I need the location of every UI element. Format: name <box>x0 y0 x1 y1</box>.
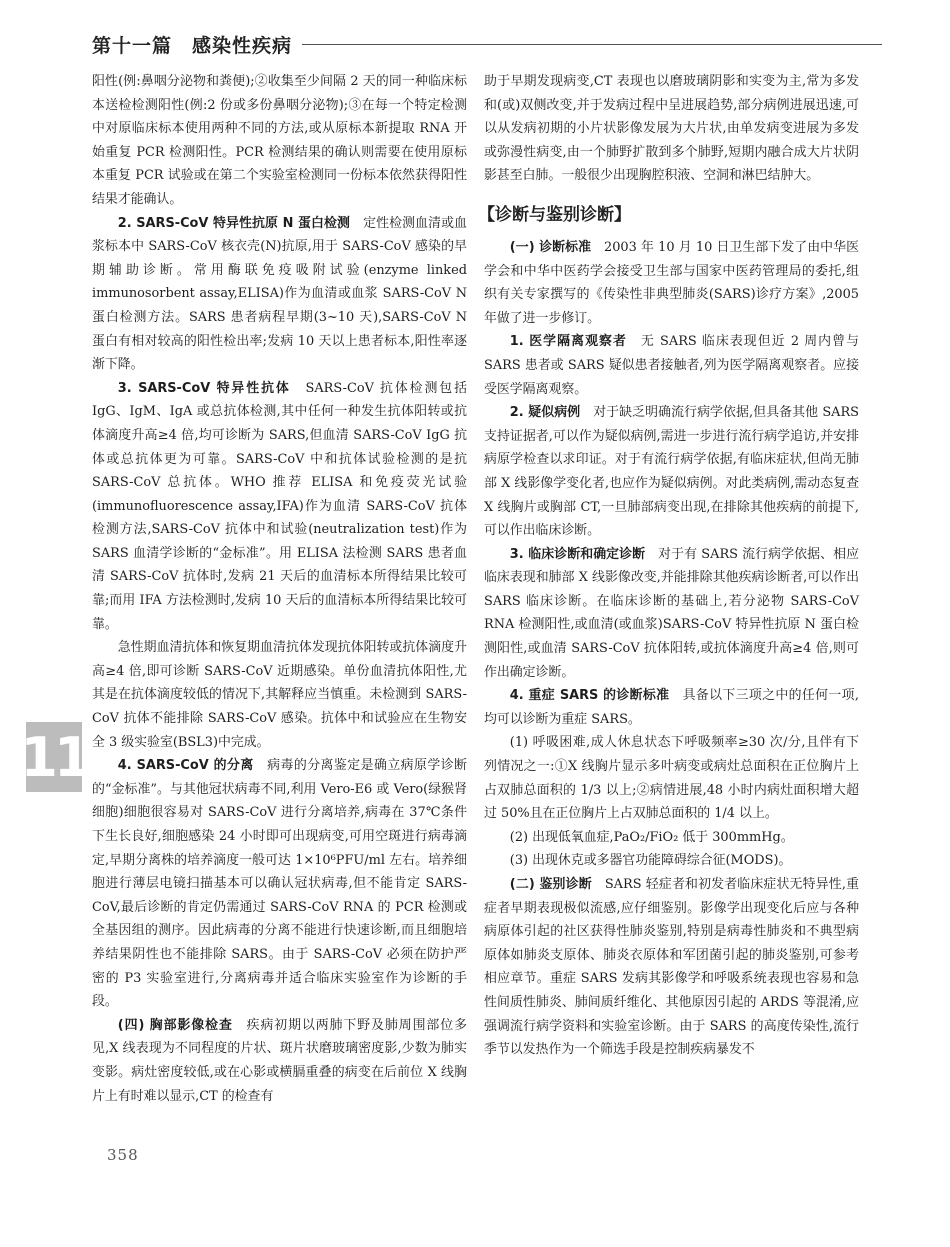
right-column <box>478 70 860 1062</box>
subheading: 3. SARS-CoV 特异性抗体 <box>117 380 291 396</box>
left-column <box>92 70 467 1108</box>
paragraph <box>484 236 859 330</box>
chapter-tab: 11 <box>26 722 82 792</box>
paragraph <box>484 330 859 401</box>
paragraph <box>484 543 859 685</box>
subheading: (二) 鉴别诊断 <box>509 877 592 892</box>
paragraph <box>484 401 859 543</box>
subheading: (四) 胸部影像检查 <box>117 1017 233 1033</box>
list-item: (2) 出现低氧血症,PaO₂/FiO₂ 低于 300mmHg。 <box>509 829 794 845</box>
paragraph-body: 对于有 SARS 流行病学依据、相应临床表现和肺部 X 线影像改变,并能排除其他疾病诊断者,可以作出 SARS 临床诊断。在临床诊断的基础上,若分泌物 SARS-CoV RNA 检测阳性,或血清(或血浆)SARS-CoV 特异性抗原 N 蛋白检测阳性,或血清 SARS-CoV 抗体阳转,或抗体滴度升高≥4 倍,则可作出确定诊断。 <box>484 546 859 680</box>
header-title: 第十一篇 感染性疾病 <box>92 34 293 57</box>
paragraph-body: 定性检测血清或血浆标本中 SARS-CoV 核衣壳(N)抗原,用于 SARS-CoV 感染的早期辅助诊断。常用酶联免疫吸附试验(enzyme linked immunosorbent assay,ELISA)作为血清或血浆 SARS-CoV N 蛋白检测方法。SARS 患者病程早期(3~10 天),SARS-CoV N 蛋白有相对较高的阳性检出率;发病 10 天以上患者标本,阳性率逐渐下降。 <box>92 215 468 373</box>
paragraph-body: SARS 轻症者和初发者临床症状无特异性,重症者早期表现极似流感,应仔细鉴别。影像学出现变化后应与各种病原体引起的社区获得性肺炎鉴别,特别是病毒性肺炎和不典型病原体如肺炎支原体、肺炎衣原体和军团菌引起的肺炎鉴别,可参考相应章节。重症 SARS 发病其影像学和呼吸系统表现也容易和急性间质性肺炎、肺间质纤维化、其他原因引起的 ARDS 等混淆,应强调流行病学资料和实验室诊断。由于 SARS 的高度传染性,流行季节以发热作为一个筛选手段是控制疾病暴发不 <box>484 877 859 1058</box>
paragraph-body: 疾病初期以两肺下野及肺周围部位多见,X 线表现为不同程度的片状、斑片状磨玻璃密度影,少数为肺实变影。病灶密度较低,或在心影或横膈重叠的病变在后前位 X 线胸片上有时难以显示,CT 的检查有 <box>92 1017 467 1104</box>
list-item: (3) 出现休克或多器官功能障碍综合征(MODS)。 <box>509 853 792 869</box>
paragraph <box>92 212 467 377</box>
paragraph-body: 对于缺乏明确流行病学依据,但具备其他 SARS 支持证据者,可以作为疑似病例,需进一步进行流行病学追访,并安排病原学检查以求印证。对于有流行病学依据,有临床症状,但尚无肺部 X 线影像学变化者,也应作为疑似病例。对此类病例,需动态复查 X 线胸片或胸部 CT,一旦肺部病变出现,在排除其他疾病的前提下,可以作出临床诊断。 <box>484 405 860 539</box>
paragraph-body: 2003 年 10 月 10 日卫生部下发了由中华医学会和中华中医药学会接受卫生部与国家中医药管理局的委托,组织有关专家撰写的《传染性非典型肺炎(SARS)诊疗方案》,2005 年做了进一步修订。 <box>484 239 859 326</box>
list-item: (1) 呼吸困难,成人休息状态下呼吸频率≥30 次/分,且伴有下列情况之一:①X 线胸片显示多叶病变或病灶总面积在正位胸片上占双肺总面积的 1/3 以上;②病情进展,48 小时内病灶面积增大超过 50%且在正位胸片上占双肺总面积的 1/4 以上。 <box>484 735 859 822</box>
paragraph-body: 病毒的分离鉴定是确立病原学诊断的“金标准”。与其他冠状病毒不同,利用 Vero-E6 或 Vero(绿猴肾细胞)细胞很容易对 SARS-CoV 进行分离培养,病毒在 37℃条件下生长良好,细胞感染 24 小时即可出现病变,可用空斑进行病毒滴定,早期分离株的培养滴度一般可达 1×10⁶PFU/ml 左右。培养细胞进行薄层电镜扫描基本可以确认冠状病毒,但不能肯定 SARS-CoV,最后诊断的肯定仍需通过 SARS-CoV RNA 的 PCR 检测或全基因组的测序。因此病毒的分离不能进行快速诊断,而且细胞培养结果阴性也不能排除 SARS。由于 SARS-CoV 必须在防护严密的 P3 实验室进行,分离病毒并适合临床实验室作为诊断的手段。 <box>92 758 467 1010</box>
paragraph-body: SARS-CoV 抗体检测包括 IgG、IgM、IgA 或总抗体检测,其中任何一种发生抗体阳转或抗体滴度升高≥4 倍,均可诊断为 SARS,但血清 SARS-CoV IgG 抗体或总抗体更为可靠。SARS-CoV 中和抗体试验检测的是抗 SARS-CoV 总抗体。WHO 推荐 ELISA 和免疫荧光试验(immunofluorescence assay,IFA)作为血清 SARS-CoV 抗体检测方法,SARS-CoV 抗体中和试验(neutralization test)作为 SARS 血清学诊断的“金标准”。用 ELISA 法检测 SARS 患者血清 SARS-CoV 抗体时,发病 21 天后的血清标本所得结果比较可靠;而用 IFA 方法检测时,发病 10 天后的血清标本所得结果比较可靠。 <box>92 380 467 632</box>
paragraph: 急性期血清抗体和恢复期血清抗体发现抗体阳转或抗体滴度升高≥4 倍,即可诊断 SARS-CoV 近期感染。单份血清抗体阳性,尤其是在抗体滴度较低的情况下,其解释应当慎重。未检测到 SARS-CoV 抗体不能排除 SARS-CoV 感染。抗体中和试验应在生物安全 3 级实验室(BSL3)中完成。 <box>92 640 467 750</box>
paragraph-body: 无 SARS 临床表现但近 2 周内曾与 SARS 患者或 SARS 疑似患者接触者,列为医学隔离观察者。应接受医学隔离观察。 <box>484 334 859 397</box>
subheading: 2. 疑似病例 <box>509 405 581 421</box>
subheading: 2. SARS-CoV 特异性抗原 N 蛋白检测 <box>117 215 351 231</box>
subheading: 3. 临床诊断和确定诊断 <box>509 546 646 562</box>
page-number: 358 <box>107 1146 139 1164</box>
paragraph <box>92 1014 467 1108</box>
header-rule <box>302 44 882 45</box>
paragraph <box>92 377 467 637</box>
paragraph <box>92 754 467 1014</box>
paragraph: 阳性(例:鼻咽分泌物和粪便);②收集至少间隔 2 天的同一种临床标本送检检测阳性(例:2 份或多份鼻咽分泌物);③在每一个特定检测中对原临床标本使用两种不同的方法,或从原标本新提取 RNA 开始重复 PCR 检测阳性。PCR 检测结果的确认则需要在使用原标本重复 PCR 试验或在第二个实验室检测同一份标本依然获得阳性结果才能确认。 <box>92 74 467 207</box>
subheading: 4. 重症 SARS 的诊断标准 <box>509 688 670 704</box>
paragraph-body: 具备以下三项之中的任何一项,均可以诊断为重症 SARS。 <box>484 688 859 727</box>
subheading: 1. 医学隔离观察者 <box>509 334 627 350</box>
subheading: (一) 诊断标准 <box>509 239 592 255</box>
paragraph <box>484 684 859 731</box>
section-heading: 【诊断与鉴别诊断】 <box>478 204 631 225</box>
paragraph <box>484 873 859 1062</box>
paragraph: 助于早期发现病变,CT 表现也以磨玻璃阴影和实变为主,常为多发和(或)双侧改变,并于发病过程中呈进展趋势,部分病例进展迅速,可以从发病初期的小片状影像发展为大片状,由单发病变进展为多发或弥漫性病变,由一个肺野扩散到多个肺野,短期内融合成大片状阴影甚至白肺。一般很少出现胸腔积液、空洞和淋巴结肿大。 <box>484 74 859 184</box>
subheading: 4. SARS-CoV 的分离 <box>117 758 254 774</box>
page-header <box>92 28 882 60</box>
